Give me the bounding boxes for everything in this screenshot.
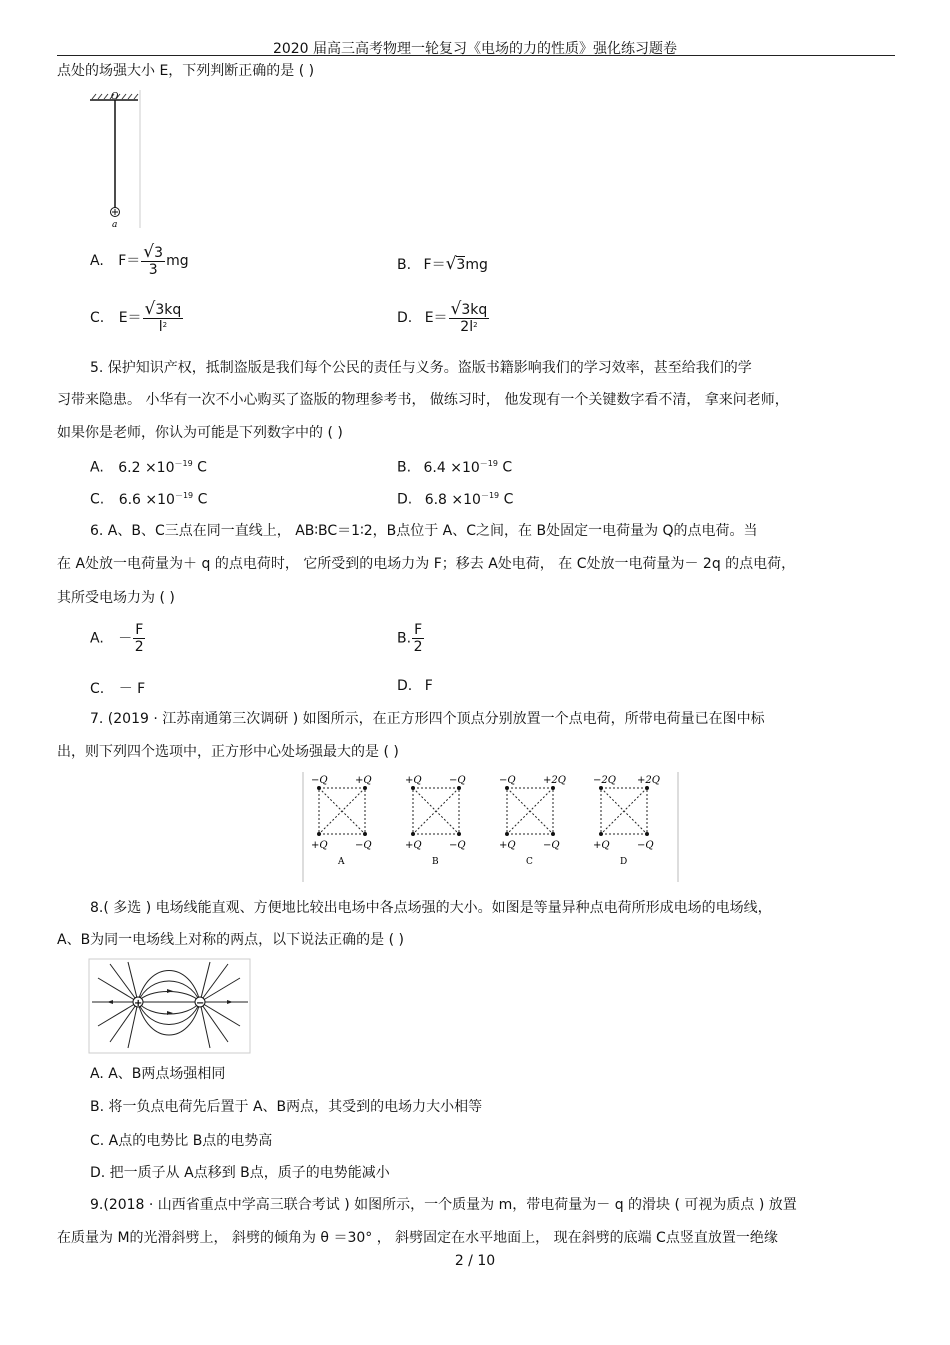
- option-text: － F: [118, 681, 146, 697]
- q9-line-1: 9.(2018 · 山西省重点中学高三联合考试 ) 如图所示，一个质量为 m，带电荷量为－ q 的滑块 ( 可视为质点 ) 放置: [90, 1197, 797, 1213]
- charge-point: [599, 786, 603, 790]
- fraction: [133, 622, 145, 655]
- q7-squares-figure: [302, 770, 680, 884]
- fraction-den-exponent: 2: [162, 321, 168, 329]
- fraction: [141, 244, 165, 278]
- q4-option-c[interactable]: [90, 301, 184, 335]
- fraction-den: 2: [134, 639, 144, 655]
- pivot-label: O: [111, 92, 119, 102]
- q6-option-b[interactable]: [397, 622, 425, 655]
- option-label: B.: [397, 257, 412, 273]
- charge-label-top-right: +2Q: [637, 775, 660, 786]
- option-value: 6.4 ×10: [423, 459, 480, 476]
- positive-charge-label: +: [134, 998, 143, 1009]
- q4-stem: 点处的场强大小 E，下列判断正确的是 ( ): [57, 63, 315, 79]
- q6-line-3: 其所受电场力为 ( ): [57, 590, 175, 606]
- option-prefix: －: [118, 630, 133, 647]
- q4-option-a[interactable]: [90, 244, 189, 278]
- page-number: 2 / 10: [454, 1253, 496, 1269]
- sqrt-icon: √: [445, 254, 457, 274]
- q8-line-1: 8.( 多选 ) 电场线能直观、方便地比较出电场中各点场强的大小。如图是等量异种点电荷所形成电场的电场线，: [90, 900, 772, 916]
- charge-point: [317, 832, 321, 836]
- option-prefix: F＝: [118, 253, 141, 269]
- fraction-num: 3: [154, 245, 164, 261]
- option-unit: C: [503, 491, 514, 508]
- charge-point: [645, 832, 649, 836]
- q5-option-c[interactable]: [90, 490, 207, 508]
- fraction-den: 2: [413, 639, 423, 655]
- option-label: C.: [90, 310, 105, 326]
- option-suffix: mg: [465, 257, 488, 273]
- charge-label-bottom-right: −Q: [449, 840, 466, 851]
- option-letter: B: [432, 857, 439, 867]
- fraction-num: 3kq: [461, 302, 488, 318]
- option-exponent: －19: [479, 459, 498, 468]
- q7-line-2: 出，则下列四个选项中，正方形中心处场强最大的是 ( ): [57, 744, 399, 760]
- q8-option-b[interactable]: B. 将一负点电荷先后置于 A、B两点，其受到的电场力大小相等: [90, 1099, 483, 1115]
- fraction: [449, 301, 490, 335]
- q8-option-d[interactable]: D. 把一质子从 A点移到 B点，质子的电势能减小: [90, 1165, 390, 1181]
- option-value: 6.8 ×10: [424, 491, 481, 508]
- charge-label-top-right: +Q: [355, 775, 372, 786]
- option-label: D.: [397, 491, 413, 508]
- charge-point: [411, 786, 415, 790]
- option-exponent: －19: [174, 491, 194, 500]
- sqrt-icon: √: [144, 299, 156, 319]
- option-unit: C: [197, 459, 207, 476]
- charge-point: [363, 832, 367, 836]
- fraction-den: 3: [148, 262, 158, 278]
- option-text: F: [424, 678, 433, 694]
- q8-line-2: A、B为同一电场线上对称的两点，以下说法正确的是 ( ): [57, 932, 405, 948]
- charge-point: [411, 832, 415, 836]
- option-value: 6.2 ×10: [118, 459, 175, 476]
- q7-line-1: 7. (2019 · 江苏南通第三次调研 ) 如图所示，在正方形四个顶点分别放置一个点电荷，所带电荷量已在图中标: [90, 711, 765, 727]
- header-rule: [57, 55, 895, 56]
- sqrt-icon: √: [143, 242, 155, 262]
- option-value: 6.6 ×10: [118, 491, 175, 508]
- option-letter: C: [526, 857, 533, 867]
- charge-label-top-left: −Q: [499, 775, 516, 786]
- q8-option-c[interactable]: C. A点的电势比 B点的电势高: [90, 1133, 273, 1149]
- q4-option-d[interactable]: [397, 301, 490, 335]
- charge-label-top-left: +Q: [405, 775, 422, 786]
- option-label: D.: [397, 310, 413, 326]
- q6-line-2: 在 A处放一电荷量为＋ q 的点电荷时， 它所受到的电场力为 F；移去 A处电荷， 在 C处放一电荷量为－ 2q 的点电荷，: [57, 556, 796, 572]
- q4-option-b[interactable]: [397, 254, 488, 274]
- charge-label-bottom-right: −Q: [543, 840, 560, 851]
- charge-point: [505, 832, 509, 836]
- fraction-num: 3kq: [155, 302, 182, 318]
- q5-line-3: 如果你是老师，你认为可能是下列数字中的 ( ): [57, 425, 343, 441]
- fraction-den: l: [158, 319, 163, 335]
- charge-label-bottom-left: +Q: [499, 840, 516, 851]
- q6-option-d[interactable]: [397, 678, 433, 694]
- option-label: C.: [90, 681, 105, 697]
- option-label: D.: [397, 678, 413, 694]
- q6-option-a[interactable]: [90, 622, 146, 655]
- charge-point: [317, 786, 321, 790]
- charge-label-bottom-left: +Q: [405, 840, 422, 851]
- q5-option-a[interactable]: [90, 458, 207, 476]
- fraction: [143, 301, 184, 335]
- q6-option-c[interactable]: [90, 678, 145, 698]
- charge-point: [363, 786, 367, 790]
- q9-line-2: 在质量为 M的光滑斜劈上， 斜劈的倾角为 θ ＝30° ， 斜劈固定在水平地面上， 现在斜劈的底端 C点竖直放置一绝缘: [57, 1230, 778, 1246]
- q8-option-a[interactable]: A. A、B两点场强相同: [90, 1066, 226, 1082]
- q8-field-lines-figure: [88, 958, 252, 1054]
- fraction-num: F: [135, 622, 144, 638]
- q5-line-1: 5. 保护知识产权，抵制盗版是我们每个公民的责任与义务。盗版书籍影响我们的学习效率，甚至给我们的学: [90, 360, 752, 376]
- option-letter: A: [338, 857, 345, 867]
- charge-point: [505, 786, 509, 790]
- option-unit: C: [197, 491, 208, 508]
- charge-point: [457, 832, 461, 836]
- charge-point: [645, 786, 649, 790]
- option-exponent: －19: [174, 459, 193, 468]
- fraction: [412, 622, 424, 655]
- q6-line-1: 6. A、B、C三点在同一直线上， AB∶BC＝1∶2，B点位于 A、C之间，在 B处固定一电荷量为 Q的点电荷。当: [90, 523, 758, 539]
- option-prefix: E＝: [118, 310, 142, 326]
- sqrt-icon: √: [450, 299, 462, 319]
- charge-point: [599, 832, 603, 836]
- option-suffix: mg: [166, 253, 189, 269]
- option-label: B.: [397, 630, 412, 647]
- charge-point: [551, 832, 555, 836]
- option-unit: C: [502, 459, 513, 476]
- charge-label-top-right: +2Q: [543, 775, 566, 786]
- option-root: 3: [456, 257, 466, 273]
- charge-label-bottom-left: +Q: [593, 840, 610, 851]
- charge-point: [551, 786, 555, 790]
- fraction-den: 2l: [460, 319, 474, 335]
- option-prefix: E＝: [424, 310, 448, 326]
- charge-label-bottom-left: +Q: [311, 840, 328, 851]
- ball-label: a: [112, 220, 118, 230]
- option-prefix: F＝: [423, 257, 446, 273]
- charge-label-top-left: −2Q: [593, 775, 616, 786]
- q5-option-d[interactable]: [397, 490, 513, 508]
- option-label: A.: [90, 459, 104, 476]
- option-label: C.: [90, 491, 105, 508]
- q4-pendulum-figure: [88, 90, 144, 230]
- option-label: B.: [397, 459, 412, 476]
- q5-line-2: 习带来隐患。 小华有一次不小心购买了盗版的物理参考书， 做练习时， 他发现有一个关键数字看不清， 拿来问老师，: [57, 392, 789, 408]
- option-label: A.: [90, 253, 104, 269]
- fraction-den-exponent: 2: [473, 321, 478, 329]
- charge-label-bottom-right: −Q: [637, 840, 654, 851]
- page-header: 2020 届高三高考物理一轮复习《电场的力的性质》强化练习题卷: [272, 41, 678, 57]
- option-letter: D: [620, 857, 628, 867]
- option-label: A.: [90, 630, 104, 647]
- negative-charge-label: −: [196, 998, 205, 1009]
- option-exponent: －19: [480, 491, 500, 500]
- charge-label-bottom-right: −Q: [355, 840, 372, 851]
- charge-label-top-left: −Q: [311, 775, 328, 786]
- q5-option-b[interactable]: [397, 458, 512, 476]
- charge-point: [457, 786, 461, 790]
- fraction-num: F: [414, 622, 423, 638]
- charge-label-top-right: −Q: [449, 775, 466, 786]
